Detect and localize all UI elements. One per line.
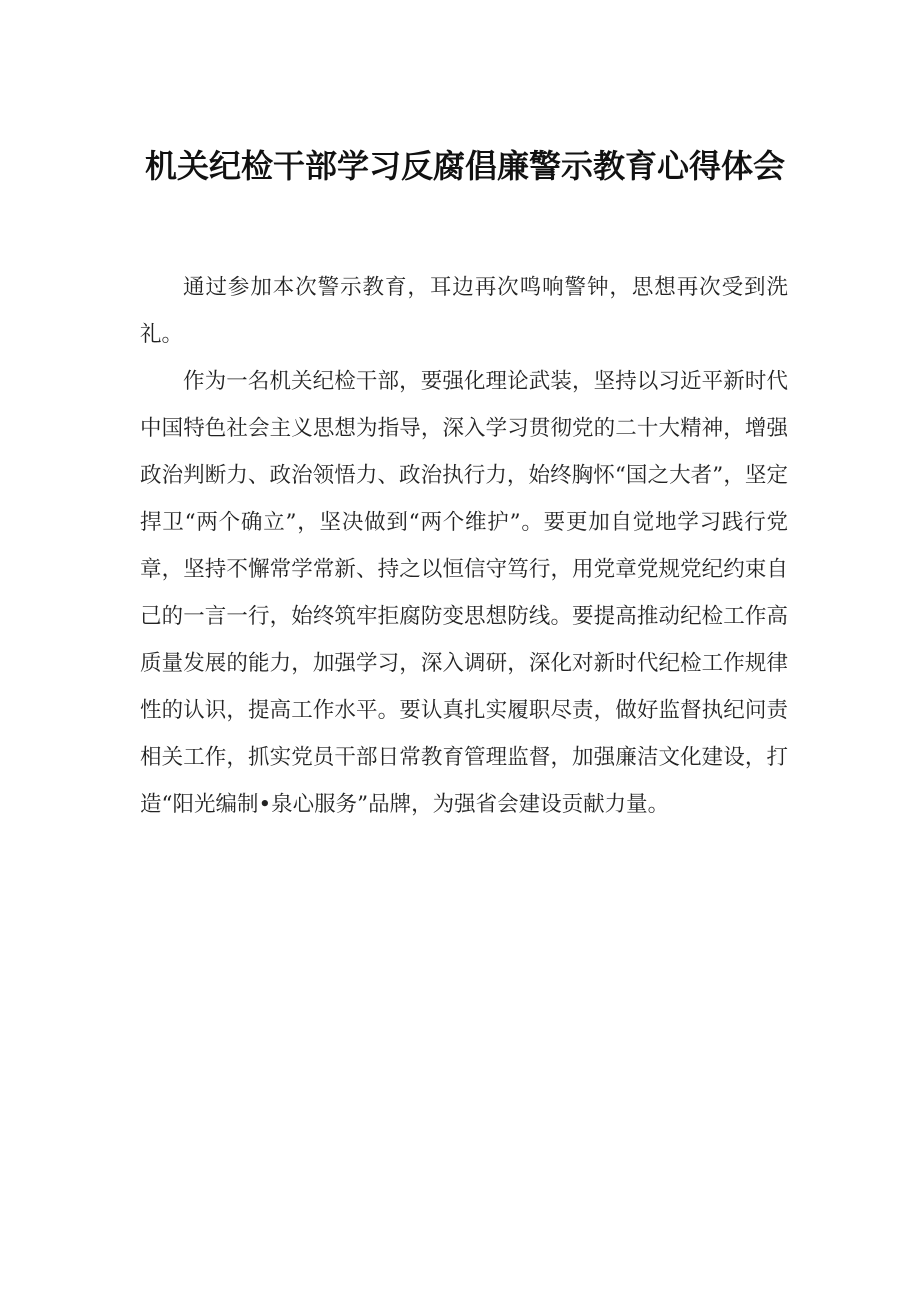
document-title: 机关纪检干部学习反腐倡廉警示教育心得体会 — [144, 147, 785, 185]
paragraph-intro: 通过参加本次警示教育，耳边再次鸣响警钟，思想再次受到洗礼。 — [140, 275, 788, 347]
document-body — [140, 264, 788, 828]
paragraph-main: 作为一名机关纪检干部，要强化理论武装，坚持以习近平新时代中国特色社会主义思想为指导，深入学习贯彻党的二十大精神，增强政治判断力、政治领悟力、政治执行力，始终胸怀“国之大者”，坚定捍卫“两个确立”，坚决做到“两个维护”。要更加自觉地学习践行党章，坚持不懈常学常新、持之以恒信守笃行，用党章党规党纪约束自己的一言一行，始终筑牢拒腐防变思想防线。要提高推动纪检工作高质量发展的能力，加强学习，深入调研，深化对新时代纪检工作规律性的认识，提高工作水平。要认真扎实履职尽责，做好监督执纪问责相关工作，抓实党员干部日常教育管理监督，加强廉洁文化建设，打造“阳光编制•泉心服务”品牌，为强省会建设贡献力量。 — [140, 369, 788, 817]
